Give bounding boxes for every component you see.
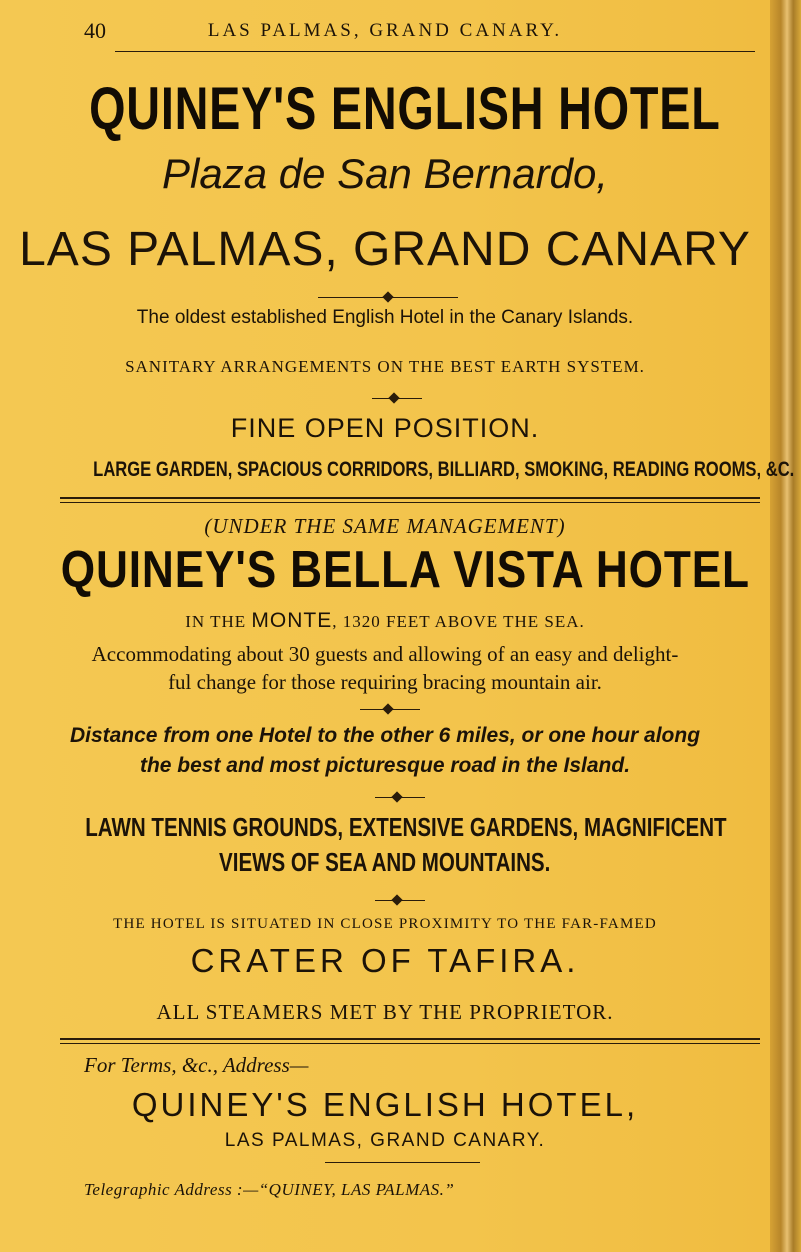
distance-line-2: the best and most picturesque road in the Island.: [139, 754, 631, 777]
address-rule: [325, 1162, 480, 1163]
grounds-line-2: VIEWS OF SEA AND MOUNTAINS.: [219, 847, 551, 877]
accommodation-line-1: Accommodating about 30 guests and allowing of an easy and delight-: [91, 642, 679, 666]
divider-ornament: [360, 704, 420, 714]
running-head-title: LAS PALMAS, GRAND CANARY.: [207, 20, 563, 41]
altitude-prefix: IN THE: [185, 612, 252, 631]
hotel-location: Plaza de San Bernardo,: [162, 150, 608, 197]
section-rule: [60, 1038, 760, 1040]
head-rule: [115, 51, 755, 52]
bella-vista-title-wrap: [0, 540, 770, 600]
hotel-title-wrap: [0, 74, 770, 143]
amenities-wrap: [0, 458, 795, 482]
steamers-line: ALL STEAMERS MET BY THE PROPRIETOR.: [156, 1000, 614, 1024]
altitude-line: [0, 609, 770, 633]
grounds-line-1: LAWN TENNIS GROUNDS, EXTENSIVE GARDENS, MAGNIFICENT: [85, 812, 727, 842]
bella-vista-title: QUINEY'S BELLA VISTA HOTEL: [60, 541, 750, 599]
divider-ornament: [318, 292, 458, 302]
sanitary-line: SANITARY ARRANGEMENTS ON THE BEST EARTH SYSTEM.: [125, 357, 645, 376]
altitude-place: MONTE: [251, 609, 333, 632]
divider-ornament: [375, 792, 425, 802]
accommodation-line-2: ful change for those requiring bracing mountain air.: [168, 670, 602, 694]
grounds-wrap-2: [0, 847, 770, 878]
hotel-title: QUINEY'S ENGLISH HOTEL: [89, 75, 721, 142]
amenities-line: LARGE GARDEN, SPACIOUS CORRIDORS, BILLIARD, SMOKING, READING ROOMS, &C.: [93, 458, 795, 481]
hotel-city: LAS PALMAS, GRAND CANARY: [19, 223, 751, 276]
section-rule: [60, 1043, 760, 1044]
crater-line: CRATER OF TAFIRA.: [190, 942, 580, 979]
grounds-wrap-1: [0, 812, 770, 843]
divider-ornament: [372, 393, 422, 403]
situated-line: THE HOTEL IS SITUATED IN CLOSE PROXIMITY TO THE FAR-FAMED: [113, 916, 657, 932]
page-edge: [770, 0, 801, 1252]
divider-ornament: [375, 895, 425, 905]
hotel-tagline: The oldest established English Hotel in the Canary Islands.: [136, 307, 634, 328]
fine-position: FINE OPEN POSITION.: [230, 413, 540, 443]
altitude-suffix: , 1320 FEET ABOVE THE SEA.: [332, 612, 585, 631]
page-number: 40: [84, 18, 106, 43]
address-city: LAS PALMAS, GRAND CANARY.: [224, 1130, 546, 1151]
terms-line: For Terms, &c., Address—: [84, 1053, 309, 1077]
address-name: QUINEY'S ENGLISH HOTEL,: [131, 1086, 639, 1123]
management-note: (UNDER THE SAME MANAGEMENT): [204, 514, 566, 538]
telegraphic-address: Telegraphic Address :—“QUINEY, LAS PALMAS.”: [84, 1180, 455, 1199]
section-rule: [60, 497, 760, 499]
section-rule: [60, 502, 760, 503]
distance-line-1: Distance from one Hotel to the other 6 miles, or one hour along: [69, 724, 701, 747]
